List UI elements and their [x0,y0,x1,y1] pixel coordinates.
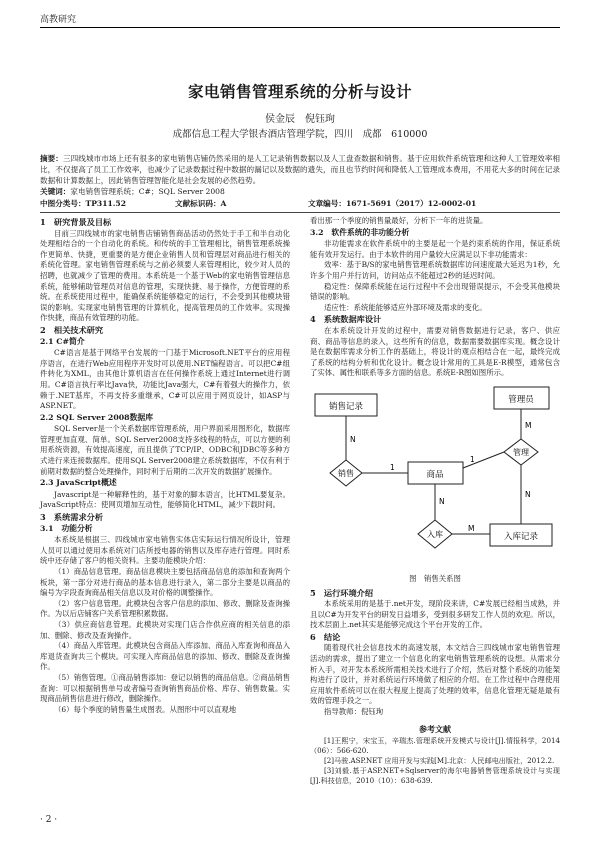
er-diagram [310,382,560,572]
subsection-heading: 2.3 JavaScript概述 [40,478,117,488]
paragraph: 在本系统设计开发的过程中，需要对销售数据进行记录，客户、供应商、商品等信息的录入，这些所有的信息，数据需要数据库实现。概念设计是在数据库需求分析工作的基础上，将设计的观点相结合在一起，最终完成了系统的结构分析和优化设计。概念设计常用的工具是E-R模型，通常包含了实体、属性和联系等多方面的信息。系统E-R图如图所示。 [310,325,560,378]
abstract [40,153,560,187]
list-item: （3）供应商信息管理。此模块对实现门店合作供应商的相关信息的添加、删除、修改及查询操作。 [40,619,290,640]
cardinality-label: N [350,434,356,444]
reference-item: [2]马骏.ASP.NET 应用开发与实践[M].北京：人民邮电出版社，2012.2. [324,756,555,766]
abstract-label: 摘要： [40,154,63,163]
section-heading: 2 相关技术研究 [40,324,104,335]
entity-sales-record-label: 销售记录 [328,401,364,412]
paragraph: 本系统采用的是基于.net开发，现阶段来讲，C#发展已经相当成熟，并且以C#为开发平台的研发日益增多，受到很多研发工作人员的欢迎。所以，技术层面上.net其实是能够完成这个平台开发的工作。 [310,599,560,630]
left-column [40,216,290,715]
reference-item: [3]刘毅.基于ASP.NET+Sqlserver的海尔电器销售管理系统设计与实现[J].科技信息，2010（10）：638-639. [310,766,560,786]
paragraph: 非功能需求在软件系统中的主要是起一个是约束系统的作用，保证系统能有效开发运行。由于本软件的用户量较大应满足以下非功能需求： [310,239,560,259]
subsection-heading: 3.1 功能分析 [40,523,93,533]
meta-rule [40,212,560,213]
paragraph: 随着现代社会信息技术的高速发展，本文结合三四线城市家电销售管理活动的需求，提出了建立一个信息化的家电销售管理系统的设想。从需求分析入手，对开发本系统所需相关技术进行了介绍，然后对整个系统的功能架构进行了设计，并对系统运行环境做了相应的介绍。在工作过程中合理使用应用软件系统可以在很大程度上提高了处理的效率，信息化管理无疑是最有效的管理手段之一。 [310,643,560,706]
cardinality-label: 1 [390,462,395,472]
cardinality-label: M [525,420,532,430]
page-number: · 2 · [40,815,58,825]
subsection-heading: 3.2 软件系统的非功能分析 [310,227,410,237]
list-item: （1）商品信息管理。商品信息模块主要包括商品信息的添加和查询两个板块，第一部分对进行商品的基本信息进行录入，第二部分主要是以商品的编号为字段查询商品相关信息以及对价格的调整操作。 [40,567,290,598]
section-heading: 5 运行环境介绍 [310,587,374,598]
header-rule [40,27,560,28]
relation-sell-label: 销售 [338,468,354,478]
subsection-heading: 2.2 SQL Server 2008数据库 [40,412,154,422]
authors: 侯金辰 倪钰珣 [265,114,335,125]
doc-code: 文献标识码：A [175,199,227,208]
paragraph: SQL Server是一个关系数据库管理系统，用户界面采用图形化，数据库管理更加直观、简单。SQL Server2008支持多线程的特点，可以方便的利用系统资源，有效提高速度，而且提供了TCP/IP、ODBC和JDBC等多种方式进行来连接数据库。使用SQL Server2008建立系统数据库，不仅有利于前期对数据的整合处理操作，同时利于后期的二次开发的数据扩展操作。 [40,424,290,476]
list-item: （2）客户信息管理。此模块包含客户信息的添加、修改、删除及查询操作。为以后店铺客户关系管理积累数据。 [40,598,290,619]
relation-stock-in-label: 入库 [427,529,443,539]
advisor-line: 指导教师：倪钰珣 [324,707,384,717]
subsection-heading: 2.1 C#简介 [40,336,85,346]
references-heading: 参考文献 [419,723,451,734]
list-item: （6）每个季度的销售量生成图表。从图形中可以直观地 [54,704,237,714]
section-heading: 6 结论 [310,631,341,642]
er-diagram-svg [310,382,560,572]
entity-admin-label: 管理员 [508,394,534,405]
entity-product-label: 商品 [426,469,444,480]
journal-section-label: 高教研究 [40,15,77,25]
entity-stock-record-label: 入库记录 [503,531,539,542]
relation-manage-label: 管理 [513,447,529,457]
cardinality-label: N [525,489,531,499]
paper-title: 家电销售管理系统的分析与设计 [187,82,412,101]
article-number: 文章编号：1671-5691（2017）12-0002-01 [308,199,477,208]
paragraph: 稳定性：保障系统能在运行过程中不会出现错误提示，不会受其他模块错误的影响。 [310,281,560,302]
section-heading: 1 研究背景及目标 [40,217,112,227]
reference-item: [1]王熙宁，宋宝玉，辛瑞杰.管理系统开发模式与设计[J].情报科学，2014（06）：566-620. [310,736,560,756]
paragraph: 目前三四线城市的家电销售店铺销售商品活动仍然处于手工和半自动化处理相结合的一个自动化的系统。和传统的手工管理相比，销售管理系统操作更简单、快捷，更重要的是方便企业销售人员和管理层对商品进行相关的系统化管理。家电销售管理系统与之前必须要人来管理相比，较少对人员的招聘，也就减少了管理的费用。本系统是一个基于Web的家电销售管理信息系统，能够辅助管理员对信息的管理，实现快捷、易于操作，方便管理的系统。在系统使用过程中，能确保系统能够稳定的运行，不会受到其他模块错误的影响。实现家电销售管理的计算机化，提高管理员的工作效率。实现操作快捷，商品有效管理的功能。 [40,228,290,323]
paragraph: C#语言是基于网络平台发展的一门基于Microsoft.NET平台的应用程序语言，在进行Web应用程序开发时可以使用.NET编程语言。可以把C#组件转化为XML，由其他计算机语言在任何操作系统上通过Internet进行调用。C#语言执行率比Java快，功能比Java强大，C#有着强大的操作力，依赖于.NET基库，不再支持多重继承，C#可以应用于网页设计，如ASP与ASP.NET。 [40,348,290,411]
cardinality-label: N [439,496,445,506]
section-heading: 4 系统数据库设计 [310,314,382,325]
paragraph: Javascript是一种解释性的，基于对象的脚本语言，比HTML要复杂。JavaScript特点：使网页增加互动性，能够简化HTML，减少下载时间。 [40,489,290,510]
paragraph: 效率：基于B/S的家电销售管理系统数据库访问速度最大延迟为1秒，允许多个用户并行访问，访问站点不能超过2秒的延迟时间。 [310,260,560,280]
affiliation: 成都信息工程大学银杏酒店管理学院，四川 成都 610000 [172,129,428,140]
paragraph: 本系统是根据三、四线城市家电销售实体店实际运行情况所设计，管理人员可以通过使用本系统对门店所授电器的销售以及库存进行管理。同时系统中还存储了客户的相关资料。主要功能模块介绍： [40,535,290,566]
list-item: （5）销售管理。①商品销售添加：登记以销售的商品信息。②商品销售查询：可以根据销售单号或者编号查询销售商品价格、库存、销售数量。实现商品销售信息进行修改，删除操作。 [40,672,290,704]
figure-caption: 图 销售关系图 [409,573,461,583]
paragraph: 看出那一个季度的销售量最好，分析下一年的进货量。 [310,216,488,225]
keywords-text: 家电销售管理系统；C#；SQL Server 2008 [70,187,225,196]
paragraph: 适应性：系统能能够适应外部环境及需求的变化。 [324,302,487,312]
keywords-label: 关键词： [40,187,71,196]
cardinality-label: M [468,523,475,533]
abstract-text: 三四线城市市场上还有很多的家电销售店铺仍然采用的是人工记录销售数据以及人工盘查数据和销售。基于应用软件系统管理和这种人工管理效率相比，不仅提高了员工工作效率，也减少了记录数据过程中数据的漏记以及数据的遗失，而且也节约时间和降低人工管理成本费用，不用花大多的时间在记录数据和计算数据上，因此销售管理智能化是社会发展的必然趋势。 [40,154,561,186]
section-heading: 3 系统需求分析 [40,512,104,523]
right-column [310,216,560,786]
keywords [40,186,560,197]
list-item: （4）商品入库管理。此模块包含商品入库添加、商品入库查询和商品入库退货查询共三个模块。可实现入库商品信息的添加、修改、删除及查询操作。 [40,641,290,672]
cardinality-label: 1 [470,454,475,464]
clc-number: 中图分类号：TP311.52 [40,199,126,208]
